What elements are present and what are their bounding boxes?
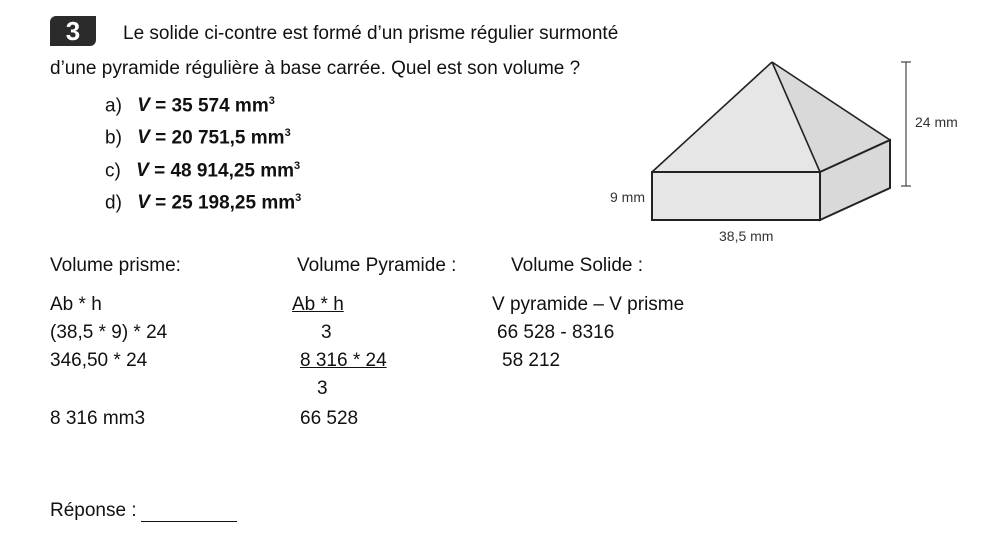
prism-result: 8 316 mm3: [50, 408, 146, 429]
pyramid-denominator: 3: [321, 322, 332, 343]
pyramid-numerator-2: 8 316 * 24: [300, 350, 387, 371]
option-value: = 48 914,25 mm: [154, 160, 295, 182]
option-value: = 20 751,5 mm: [155, 127, 285, 149]
option-exponent: 3: [294, 160, 301, 172]
solid-heading: Volume Solide :: [511, 255, 644, 276]
option-variable: V: [137, 95, 150, 117]
option-letter: c): [105, 160, 121, 182]
solid-line: 66 528 - 8316: [497, 322, 615, 343]
option-exponent: 3: [268, 95, 275, 107]
answer-row: [50, 500, 237, 522]
option-d[interactable]: [105, 192, 301, 214]
option-letter: b): [105, 127, 122, 149]
option-a[interactable]: [105, 95, 275, 117]
prism-line: 346,50 * 24: [50, 350, 148, 371]
solid-figure: [600, 52, 980, 252]
question-line-1: Le solide ci-contre est formé d’un prisme régulier surmonté: [123, 23, 619, 44]
option-variable: V: [136, 160, 149, 182]
solid-result: 58 212: [502, 350, 561, 371]
option-exponent: 3: [284, 127, 291, 139]
option-b[interactable]: [105, 127, 291, 149]
height-dimension: [901, 62, 911, 186]
prism-front-face: [652, 172, 820, 220]
pyramid-denominator-2: 3: [317, 378, 328, 399]
option-letter: a): [105, 95, 122, 117]
option-variable: V: [137, 127, 150, 149]
height-label: 24 mm: [915, 114, 958, 130]
question-line-2: d’une pyramide régulière à base carrée. Quel est son volume ?: [50, 58, 581, 79]
option-value: = 35 574 mm: [155, 95, 269, 117]
base-label: 38,5 mm: [719, 228, 774, 244]
prism-line: (38,5 * 9) * 24: [50, 322, 168, 343]
option-exponent: 3: [295, 192, 302, 204]
problem-number-badge: 3: [50, 16, 96, 46]
prism-height-label: 9 mm: [610, 189, 645, 205]
prism-heading: Volume prisme:: [50, 255, 181, 276]
prism-line: Ab * h: [50, 294, 102, 315]
answer-label: Réponse :: [50, 500, 137, 521]
answer-blank-field[interactable]: [141, 503, 237, 522]
pyramid-result: 66 528: [300, 408, 359, 429]
option-letter: d): [105, 192, 122, 214]
option-c[interactable]: [105, 160, 300, 182]
solid-line: V pyramide – V prisme: [492, 294, 685, 315]
option-value: = 25 198,25 mm: [155, 192, 296, 214]
option-variable: V: [137, 192, 150, 214]
pyramid-heading: Volume Pyramide :: [297, 255, 457, 276]
pyramid-numerator: Ab * h: [292, 294, 344, 315]
